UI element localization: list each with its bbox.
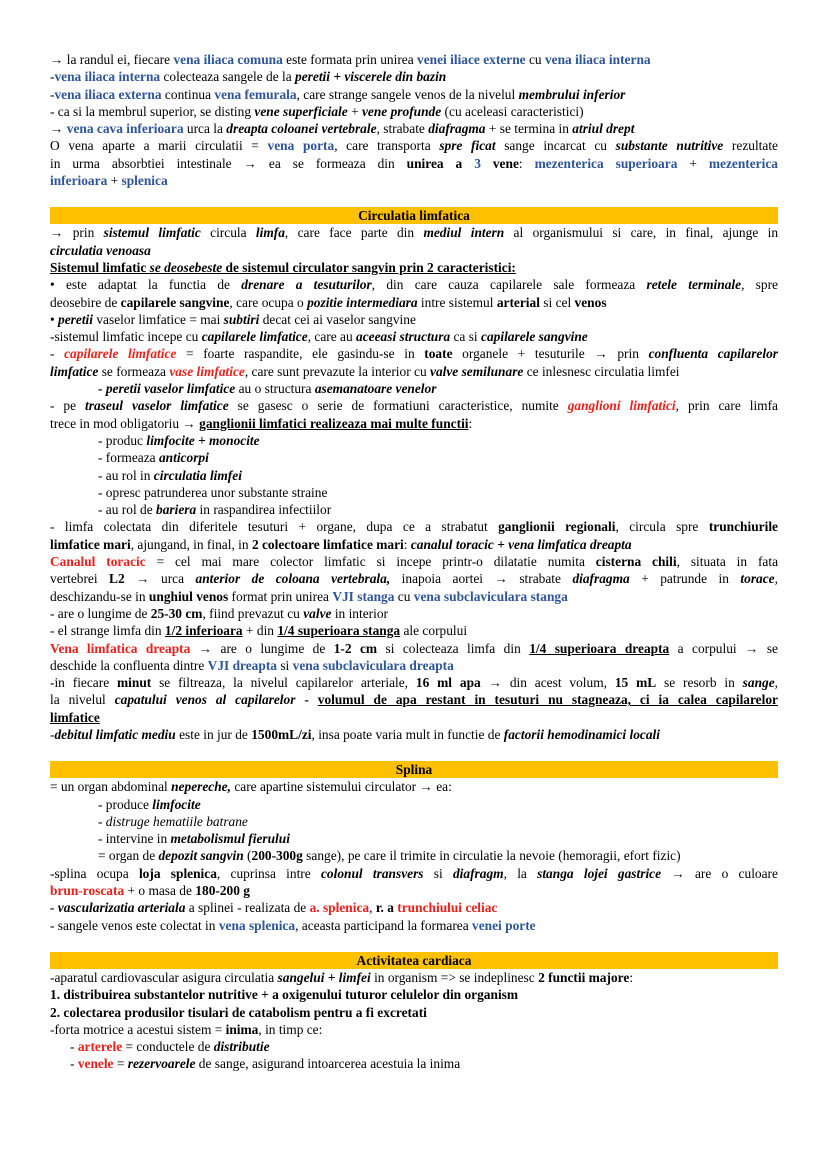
text-line: - limfa colectata din diferitele tesuturi + organe, dupa ce a strabatut ganglionii regionali, circula spre trunchiurile	[50, 519, 778, 535]
section-title: Activitatea cardiaca	[50, 952, 778, 969]
text-line: -forta motrice a acestui sistem = inima, in timp ce:	[50, 1021, 323, 1037]
text-line: - ca si la membrul superior, se disting vene superficiale + vene profunde (cu aceleasi caracteristici)	[50, 103, 584, 119]
text-line: - peretii vaselor limfatice au o structura asemanatoare venelor	[98, 381, 437, 397]
text-line: - capilarele limfatice = foarte raspandite, ele gasindu-se in toate organele + tesuturile → prin confluenta capilarelor	[50, 346, 778, 362]
text-line: - sangele venos este colectat in vena splenica, aceasta participand la formarea venei porte	[50, 917, 536, 933]
text-line: brun-roscata + o masa de 180-200 g	[50, 883, 250, 899]
section-title: Circulatia limfatica	[50, 207, 778, 224]
text-line: O vena aparte a marii circulatii = vena porta, care transporta spre ficat sange incarcat cu substante nutritive rezultate	[50, 138, 778, 154]
text-line: limfatice mari, ajungand, in final, in 2 colectoare limfatice mari: canalul toracic + vena limfatica dreapta	[50, 536, 632, 552]
text-line: -aparatul cardiovascular asigura circulatia sangelui + limfei in organism => se indeplinesc 2 functii majore:	[50, 969, 634, 985]
list-item: - formeaza anticorpi	[98, 450, 209, 466]
text-line: la nivelul capatului venos al capilarelor - volumul de apa restant in tesuturi nu stagneaza, ci ia calea capilarelor	[50, 692, 778, 708]
list-item: - distruge hematiile batrane	[98, 813, 248, 829]
list-item: - produc limfocite + monocite	[98, 432, 260, 448]
text-line: → vena cava inferioara urca la dreapta coloanei vertebrale, strabate diafragma + se termina in atriul drept	[50, 121, 635, 137]
list-item: - intervine in metabolismul fierului	[98, 831, 290, 847]
text-line: = un organ abdominal nepereche, care apartine sistemului circulator → ea:	[50, 779, 452, 795]
text-line: deosebire de capilarele sangvine, care ocupa o pozitie intermediara intre sistemul arterial si cel venos	[50, 294, 607, 310]
text-line: 2. colectarea produsilor tisulari de catabolism pentru a fi excretati	[50, 1004, 427, 1020]
text-line: - are o lungime de 25-30 cm, fiind prevazut cu valve in interior	[50, 605, 388, 621]
text-line: Canalul toracic = cel mai mare colector limfatic si incepe printr-o dilatatie numita cisterna chili, situata in fata	[50, 554, 779, 570]
text-line: • peretii vaselor limfatice = mai subtiri decat cei ai vaselor sangvine	[50, 311, 416, 327]
text-line: limfatice se formeaza vase limfatice, care sunt prevazute la interior cu valve semilunare ce inlesnesc circulatia limfei	[50, 363, 680, 379]
text-line: deschizandu-se in unghiul venos format prin unirea VJI stanga cu vena subclaviculara stanga	[50, 588, 568, 604]
section-cardiac	[50, 952, 778, 1073]
section-spleen	[50, 761, 778, 934]
text-line: • este adaptat la functia de drenare a tesuturilor, din care cauza capilarele sale formeaza retele terminale, spre	[50, 277, 778, 293]
text-line: Sistemul limfatic se deosebeste de sistemul circulator sangvin prin 2 caracteristici:	[50, 259, 516, 275]
text-line: vertebrei L2 → urca anterior de coloana vertebrala, inapoia aortei → strabate diafragma + patrunde in torace,	[50, 571, 778, 587]
text-line: -debitul limfatic mediu este in jur de 1500mL/zi, insa poate varia mult in functie de factorii hemodinamici locali	[50, 726, 660, 742]
list-item: - arterele = conductele de distributie	[70, 1039, 270, 1055]
text-line: - pe traseul vaselor limfatice se gasesc o serie de formatiuni caracteristice, numite ganglioni limfatici, prin care limfa	[50, 398, 778, 414]
text-line: -in fiecare minut se filtreaza, la nivelul capilarelor arteriale, 16 ml apa → din acest volum, 15 mL se resorb in sange,	[50, 675, 779, 691]
text-line: Vena limfatica dreapta → are o lungime de 1-2 cm si colecteaza limfa din 1/4 superioara dreapta a corpului → se	[50, 640, 779, 656]
text-line: circulatia venoasa	[50, 242, 151, 258]
text-line: inferioara + splenica	[50, 173, 168, 189]
text-line: → la randul ei, fiecare vena iliaca comuna este formata prin unirea venei iliace externe cu vena iliaca interna	[50, 52, 651, 67]
section-lymph	[50, 207, 778, 743]
text-line: limfatice	[50, 709, 100, 725]
list-item: - au rol de bariera in raspandirea infectiilor	[98, 502, 332, 518]
text-line: deschide la confluenta dintre VJI dreapta si vena subclaviculara dreapta	[50, 657, 454, 673]
text-line: = organ de depozit sangvin (200-300g sange), pe care il trimite in circulatie la nevoie (hemoragii, efort fizic)	[98, 848, 681, 864]
list-item: - opresc patrunderea unor substante straine	[98, 484, 328, 500]
section-venous	[50, 51, 778, 189]
text-line: - vascularizatia arteriala a splinei - realizata de a. splenica, r. a trunchiului celiac	[50, 900, 498, 916]
list-item: - au rol in circulatia limfei	[98, 467, 242, 483]
list-item: - produce limfocite	[98, 796, 201, 812]
text-line: → prin sistemul limfatic circula limfa, care face parte din mediul intern al organismului si care, in final, ajunge in	[50, 225, 779, 241]
text-line: -splina ocupa loja splenica, cuprinsa intre colonul transvers si diafragm, la stanga lojei gastrice → are o culoare	[50, 865, 778, 881]
text-line: -sistemul limfatic incepe cu capilarele limfatice, care au aceeasi structura ca si capilarele sangvine	[50, 329, 588, 345]
text-line: 1. distribuirea substantelor nutritive + a oxigenului tuturor celulelor din organism	[50, 987, 519, 1003]
list-item: - venele = rezervoarele de sange, asigurand intoarcerea acestuia la inima	[70, 1056, 461, 1072]
text-line: trece in mod obligatoriu → ganglionii limfatici realizeaza mai multe functii:	[50, 415, 473, 431]
text-line: -vena iliaca externa continua vena femurala, care strange sangele venos de la nivelul membrului inferior	[50, 86, 626, 102]
text-line: -vena iliaca interna colecteaza sangele de la peretii + viscerele din bazin	[50, 69, 447, 85]
document-body	[50, 51, 778, 1073]
text-line: - el strange limfa din 1/2 inferioara + din 1/4 superioara stanga ale corpului	[50, 623, 468, 639]
section-title: Splina	[50, 761, 778, 778]
text-line: in urma absorbtiei intestinale → ea se formeaza din unirea a 3 vene: mezenterica superioara + mezenterica	[50, 155, 778, 171]
